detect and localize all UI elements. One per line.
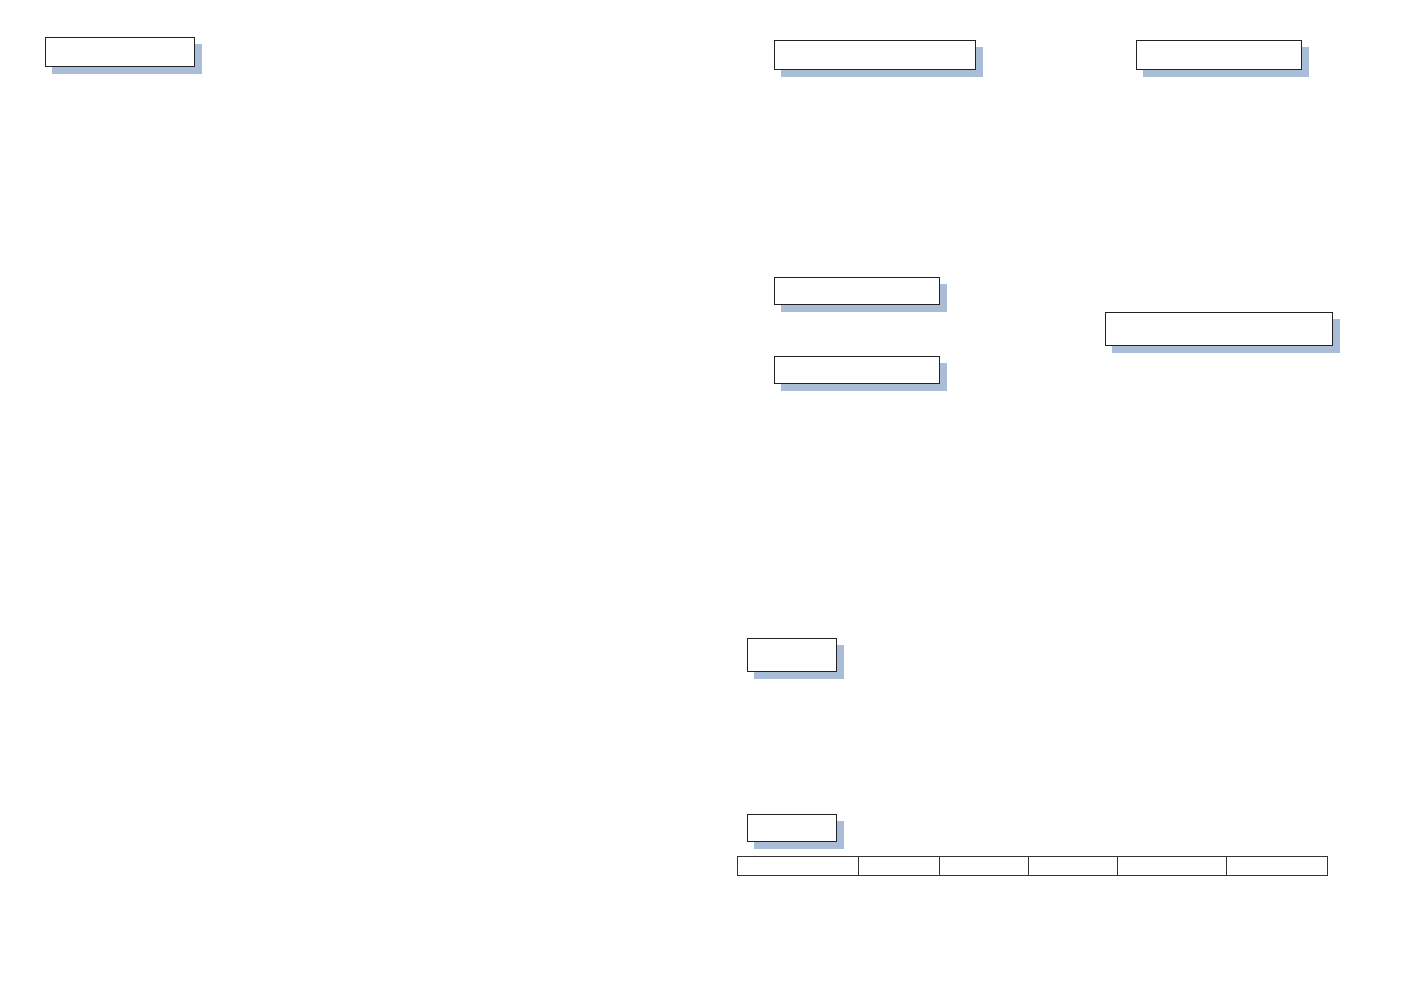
worship-schedule-table	[737, 856, 1328, 876]
schedule-title	[747, 814, 837, 842]
morning-service-title	[45, 37, 195, 67]
header-cell	[1029, 857, 1118, 876]
header-cell	[738, 857, 859, 876]
training-title	[1105, 312, 1333, 346]
dawn-prayer-title	[774, 277, 940, 305]
table-header-row	[738, 857, 1328, 876]
afternoon-service-title	[774, 40, 976, 70]
wednesday-service-title	[1136, 40, 1302, 70]
header-cell	[859, 857, 940, 876]
header-cell	[1118, 857, 1227, 876]
header-cell	[1227, 857, 1328, 876]
intro-title	[747, 638, 837, 672]
header-cell	[940, 857, 1029, 876]
mission-title	[774, 356, 940, 384]
